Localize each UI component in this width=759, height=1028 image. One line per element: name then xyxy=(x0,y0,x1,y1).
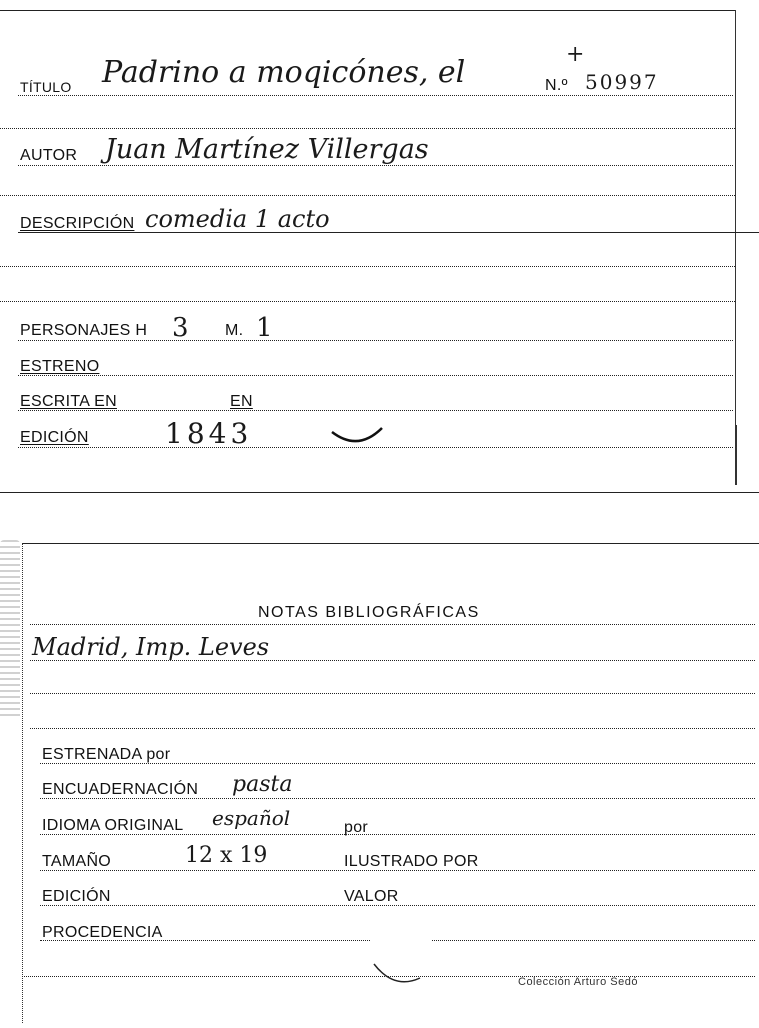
edicion-value: 1843 xyxy=(165,417,253,450)
card-top-edge xyxy=(22,543,759,544)
numero-value: 50997 xyxy=(585,70,659,94)
scan-edge-speckle xyxy=(0,540,20,720)
notas-line xyxy=(30,660,755,661)
idioma-value: español xyxy=(212,806,291,830)
rule-line xyxy=(0,128,735,129)
rule-line xyxy=(0,266,735,267)
rule-line xyxy=(0,195,735,196)
valor-label: VALOR xyxy=(344,888,399,905)
personajes-label: PERSONAJES H xyxy=(20,322,148,339)
rule-line xyxy=(30,728,755,729)
escrita-label: ESCRITA EN xyxy=(20,393,117,410)
encuadernacion-value: pasta xyxy=(232,772,293,797)
coleccion-stamp: Colección Arturo Sedó xyxy=(518,976,638,988)
estrenada-line xyxy=(40,763,755,764)
titulo-line xyxy=(18,95,733,96)
card-top-edge xyxy=(0,10,735,11)
tamano-label: TAMAÑO xyxy=(42,853,112,870)
encuadernacion-line xyxy=(40,798,755,799)
front-card xyxy=(0,0,759,495)
procedencia-line xyxy=(432,940,755,941)
card-right-edge xyxy=(735,10,736,485)
idioma-label: IDIOMA ORIGINAL xyxy=(42,817,184,834)
notas-value: Madrid, Imp. Leves xyxy=(32,633,270,661)
descripcion-value: comedia 1 acto xyxy=(145,205,330,233)
estreno-line xyxy=(18,375,733,376)
encuadernacion-label: ENCUADERNACIÓN xyxy=(42,781,199,798)
edicion-label: EDICIÓN xyxy=(42,888,111,905)
en-label: EN xyxy=(230,393,253,410)
descripcion-line xyxy=(18,232,759,233)
numero-label: N.º xyxy=(545,77,568,94)
punch-hole xyxy=(328,400,388,448)
titulo-value: Padrino a moqicónes, el xyxy=(102,55,466,90)
personajes-line xyxy=(18,340,733,341)
back-card xyxy=(0,540,759,1028)
personajes-m-value: 1 xyxy=(256,313,273,343)
edicion-label: EDICIÓN xyxy=(20,429,89,446)
tamano-line xyxy=(40,870,755,871)
autor-value: Juan Martínez Villergas xyxy=(105,134,429,165)
punch-hole xyxy=(368,952,428,988)
descripcion-label: DESCRIPCIÓN xyxy=(20,215,135,232)
rule-line xyxy=(0,301,735,302)
por-label: por xyxy=(344,819,369,836)
estrenada-label: ESTRENADA por xyxy=(42,746,171,763)
personajes-h-value: 3 xyxy=(172,313,189,343)
estreno-label: ESTRENO xyxy=(20,358,100,375)
card-bottom-edge xyxy=(0,492,759,493)
notas-line xyxy=(30,624,755,625)
rule-line xyxy=(30,693,755,694)
autor-line xyxy=(18,165,733,166)
notas-title: NOTAS BIBLIOGRÁFICAS xyxy=(258,604,480,621)
numero-mark: + xyxy=(566,42,585,67)
titulo-label: TÍTULO xyxy=(20,79,72,95)
right-mark xyxy=(735,425,737,485)
personajes-m-label: M. xyxy=(225,322,244,339)
idioma-line xyxy=(40,834,755,835)
card-left-edge xyxy=(22,543,23,1023)
procedencia-line xyxy=(40,940,370,941)
ilustrado-label: ILUSTRADO POR xyxy=(344,853,479,870)
autor-label: AUTOR xyxy=(20,147,78,164)
edicion-line xyxy=(40,905,755,906)
procedencia-label: PROCEDENCIA xyxy=(42,924,163,941)
tamano-value: 12 x 19 xyxy=(185,843,268,868)
